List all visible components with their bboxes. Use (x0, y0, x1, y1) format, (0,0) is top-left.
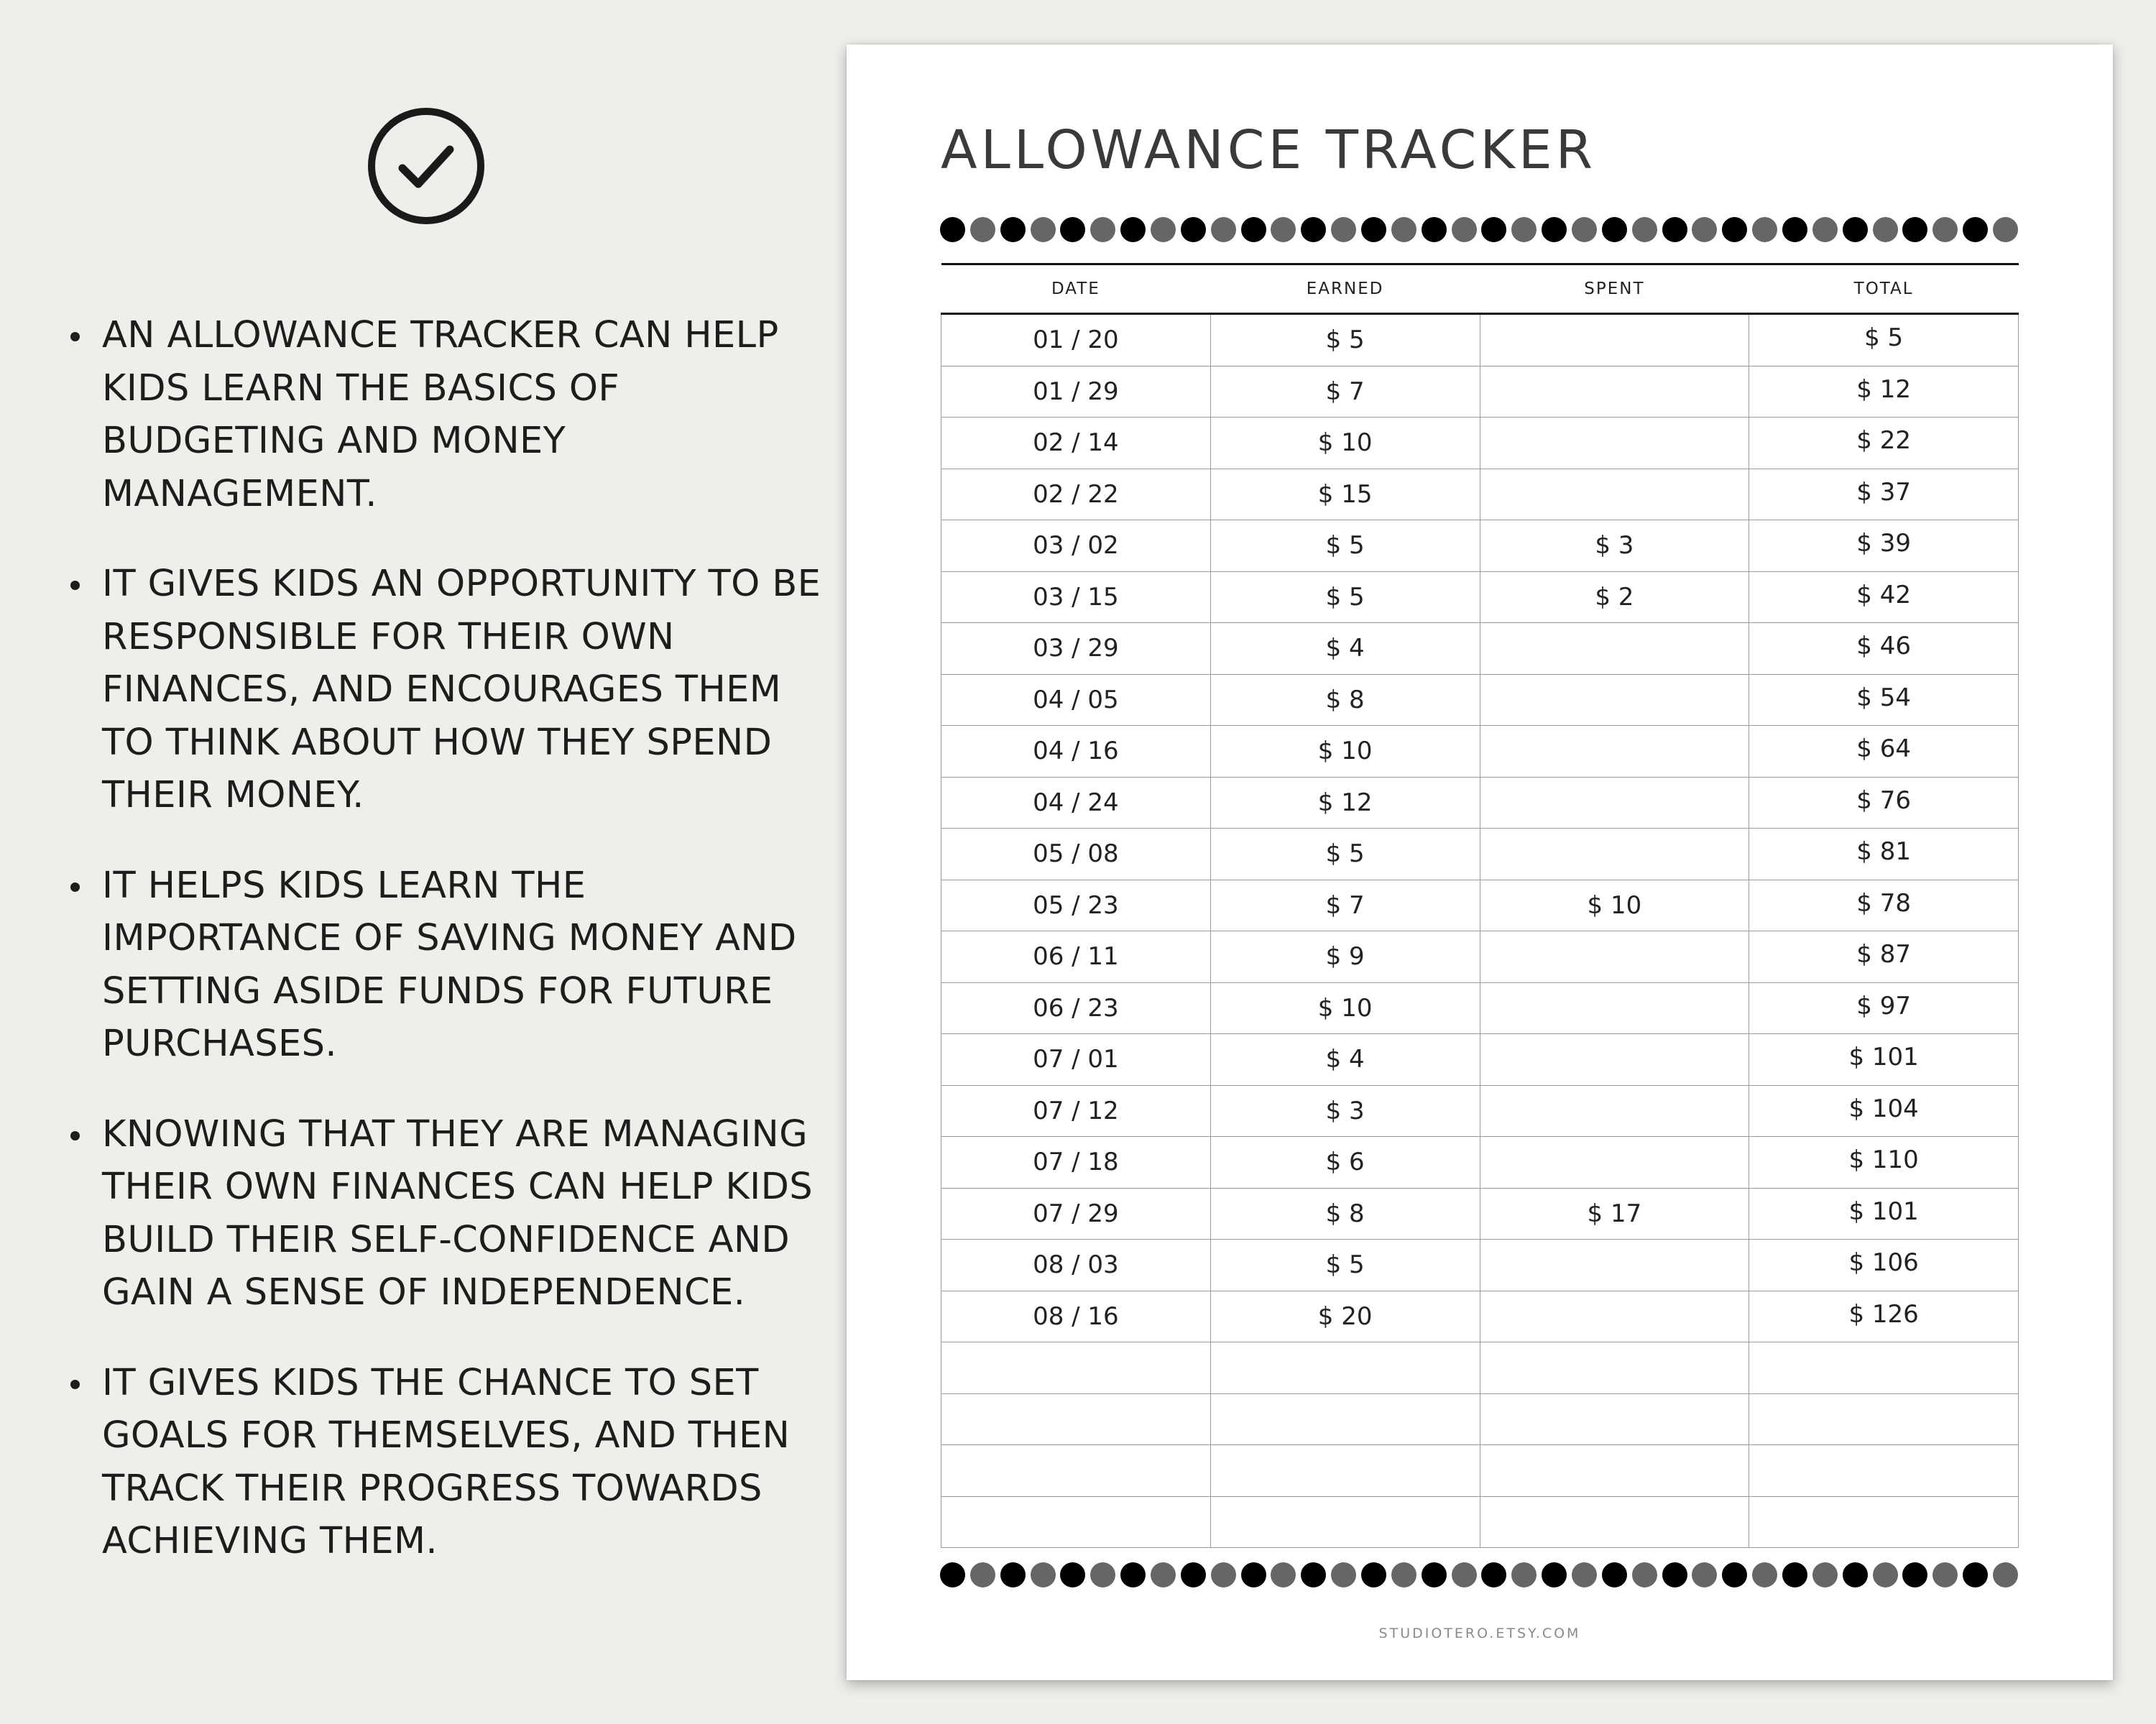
cell-date: 08 / 16 (941, 1291, 1211, 1342)
dot (1031, 1562, 1056, 1587)
dot (1151, 217, 1176, 242)
cell-date: 07 / 18 (941, 1137, 1211, 1189)
dot (1843, 1562, 1868, 1587)
column-header-spent: SPENT (1480, 264, 1749, 314)
table-row (941, 418, 2019, 469)
column-header-earned: EARNED (1210, 264, 1480, 314)
cell-earned: $ 8 (1210, 1188, 1480, 1240)
table-header-row (941, 264, 2019, 314)
table-row (941, 623, 2019, 675)
cell-earned: $ 8 (1210, 674, 1480, 726)
cell-earned: $ 5 (1210, 1240, 1480, 1291)
dot (1602, 1562, 1627, 1587)
table-row (941, 1240, 2019, 1291)
cell-date: 01 / 20 (941, 314, 1211, 367)
cell-spent (1480, 1342, 1749, 1394)
cell-total: $ 126 (1749, 1291, 2019, 1342)
dot (1422, 1562, 1447, 1587)
table-row (941, 1291, 2019, 1342)
table-row (941, 931, 2019, 983)
cell-spent (1480, 366, 1749, 418)
cell-earned: $ 7 (1210, 366, 1480, 418)
dot (1241, 1562, 1266, 1587)
cell-date (941, 1342, 1211, 1394)
dot (1812, 1562, 1838, 1587)
cell-date (941, 1393, 1211, 1445)
dot (1632, 217, 1657, 242)
checkmark-circle-icon (367, 106, 486, 226)
cell-date: 03 / 15 (941, 571, 1211, 623)
cell-total: $ 46 (1749, 623, 2019, 675)
cell-earned: $ 12 (1210, 777, 1480, 829)
cell-spent (1480, 1496, 1749, 1548)
cell-date: 08 / 03 (941, 1240, 1211, 1291)
cell-spent (1480, 469, 1749, 520)
dot (1391, 1562, 1416, 1587)
dot (1843, 217, 1868, 242)
dot (1481, 217, 1506, 242)
cell-total: $ 106 (1749, 1240, 2019, 1291)
tracker-table (941, 263, 2019, 1548)
dot (1452, 1562, 1477, 1587)
table-row (941, 982, 2019, 1034)
dot (1120, 1562, 1146, 1587)
cell-total (1749, 1445, 2019, 1497)
cell-spent (1480, 726, 1749, 778)
table-row (941, 571, 2019, 623)
cell-earned (1210, 1496, 1480, 1548)
dot (1902, 217, 1927, 242)
dot (1181, 1562, 1206, 1587)
cell-date: 04 / 05 (941, 674, 1211, 726)
column-header-date: DATE (941, 264, 1211, 314)
dot (1722, 1562, 1747, 1587)
cell-total: $ 12 (1749, 366, 2019, 418)
cell-total: $ 87 (1749, 931, 2019, 983)
cell-spent (1480, 829, 1749, 880)
cell-spent: $ 10 (1480, 880, 1749, 931)
dot (1060, 1562, 1085, 1587)
footer-credit: STUDIOTERO.ETSY.COM (1378, 1626, 1581, 1641)
cell-total: $ 97 (1749, 982, 2019, 1034)
cell-date (941, 1445, 1211, 1497)
cell-spent (1480, 314, 1749, 367)
dot (1181, 217, 1206, 242)
table-row (941, 1085, 2019, 1137)
cell-spent (1480, 1445, 1749, 1497)
cell-date: 02 / 14 (941, 418, 1211, 469)
cell-total: $ 39 (1749, 520, 2019, 572)
cell-earned (1210, 1393, 1480, 1445)
dot (1752, 217, 1777, 242)
cell-date: 07 / 01 (941, 1034, 1211, 1086)
cell-earned: $ 5 (1210, 520, 1480, 572)
cell-spent (1480, 623, 1749, 675)
cell-total: $ 22 (1749, 418, 2019, 469)
cell-earned: $ 7 (1210, 880, 1480, 931)
dot (1331, 1562, 1356, 1587)
cell-total: $ 101 (1749, 1188, 2019, 1240)
dot (940, 217, 965, 242)
dot (1602, 217, 1627, 242)
benefits-list (65, 309, 826, 1605)
dot (1572, 217, 1597, 242)
dot (1000, 1562, 1026, 1587)
dot (1572, 1562, 1597, 1587)
table-row (941, 726, 2019, 778)
dot (1812, 217, 1838, 242)
dot (1632, 1562, 1657, 1587)
cell-date: 05 / 23 (941, 880, 1211, 931)
cell-spent: $ 17 (1480, 1188, 1749, 1240)
cell-spent (1480, 1137, 1749, 1189)
dot (1090, 1562, 1115, 1587)
dot (1452, 217, 1477, 242)
cell-earned (1210, 1342, 1480, 1394)
dot (940, 1562, 965, 1587)
cell-total: $ 104 (1749, 1085, 2019, 1137)
cell-earned: $ 9 (1210, 931, 1480, 983)
dot (1692, 217, 1717, 242)
dot (1241, 217, 1266, 242)
allowance-tracker-sheet (847, 45, 2113, 1680)
dot (1271, 217, 1296, 242)
dot (1782, 217, 1807, 242)
cell-earned: $ 4 (1210, 1034, 1480, 1086)
dot (1120, 217, 1146, 242)
table-row (941, 880, 2019, 931)
benefit-item-3: IT HELPS KIDS LEARN THE IMPORTANCE OF SAVING MONEY AND SETTING ASIDE FUNDS FOR FUTURE PURCHASES. (65, 859, 826, 1071)
dot (1722, 217, 1747, 242)
cell-spent: $ 3 (1480, 520, 1749, 572)
dot (1662, 1562, 1687, 1587)
cell-date: 04 / 16 (941, 726, 1211, 778)
cell-earned: $ 5 (1210, 571, 1480, 623)
dot (1993, 217, 2018, 242)
dot (1331, 217, 1356, 242)
cell-spent (1480, 777, 1749, 829)
cell-total: $ 5 (1749, 314, 2019, 367)
cell-earned: $ 10 (1210, 418, 1480, 469)
dot (1511, 217, 1537, 242)
cell-date: 07 / 12 (941, 1085, 1211, 1137)
column-header-total: TOTAL (1749, 264, 2019, 314)
cell-total: $ 64 (1749, 726, 2019, 778)
dot-border-bottom (940, 1562, 2018, 1588)
table-row (941, 829, 2019, 880)
table-row (941, 469, 2019, 520)
cell-earned: $ 15 (1210, 469, 1480, 520)
table-row (941, 1034, 2019, 1086)
table-row (941, 1445, 2019, 1497)
dot-border-top (940, 217, 2018, 243)
cell-date: 06 / 11 (941, 931, 1211, 983)
cell-spent (1480, 1393, 1749, 1445)
dot (1932, 1562, 1958, 1587)
dot (1151, 1562, 1176, 1587)
dot (1301, 217, 1326, 242)
dot (1481, 1562, 1506, 1587)
cell-total: $ 76 (1749, 777, 2019, 829)
cell-spent: $ 2 (1480, 571, 1749, 623)
sheet-title: ALLOWANCE TRACKER (941, 119, 1597, 181)
cell-date: 07 / 29 (941, 1188, 1211, 1240)
table-row (941, 674, 2019, 726)
cell-earned: $ 4 (1210, 623, 1480, 675)
table-row (941, 1137, 2019, 1189)
dot (1963, 217, 1988, 242)
dot (1000, 217, 1026, 242)
dot (1993, 1562, 2018, 1587)
cell-earned: $ 20 (1210, 1291, 1480, 1342)
cell-total: $ 78 (1749, 880, 2019, 931)
cell-date: 02 / 22 (941, 469, 1211, 520)
dot (1902, 1562, 1927, 1587)
dot (1211, 1562, 1236, 1587)
cell-total: $ 54 (1749, 674, 2019, 726)
dot (1391, 217, 1416, 242)
cell-earned: $ 5 (1210, 314, 1480, 367)
cell-total: $ 101 (1749, 1034, 2019, 1086)
table-body (941, 314, 2019, 1548)
dot (1271, 1562, 1296, 1587)
benefit-item-4: KNOWING THAT THEY ARE MANAGING THEIR OWN FINANCES CAN HELP KIDS BUILD THEIR SELF-CONFIDENCE AND GAIN A SENSE OF INDEPENDENCE. (65, 1108, 826, 1319)
dot (1873, 1562, 1898, 1587)
benefit-item-5: IT GIVES KIDS THE CHANCE TO SET GOALS FOR THEMSELVES, AND THEN TRACK THEIR PROGRESS TOWARDS ACHIEVING THEM. (65, 1357, 826, 1568)
table-row (941, 366, 2019, 418)
cell-spent (1480, 1291, 1749, 1342)
cell-spent (1480, 674, 1749, 726)
dot (1782, 1562, 1807, 1587)
dot (1361, 217, 1386, 242)
dot (970, 1562, 995, 1587)
cell-total: $ 37 (1749, 469, 2019, 520)
dot (1542, 1562, 1567, 1587)
benefit-item-1: AN ALLOWANCE TRACKER CAN HELP KIDS LEARN THE BASICS OF BUDGETING AND MONEY MANAGEMENT. (65, 309, 826, 520)
dot (1932, 217, 1958, 242)
cell-date: 01 / 29 (941, 366, 1211, 418)
dot (1060, 217, 1085, 242)
dot (1963, 1562, 1988, 1587)
cell-spent (1480, 1034, 1749, 1086)
dot (970, 217, 995, 242)
cell-spent (1480, 418, 1749, 469)
cell-total (1749, 1342, 2019, 1394)
table-row (941, 1188, 2019, 1240)
cell-date: 03 / 29 (941, 623, 1211, 675)
cell-date (941, 1496, 1211, 1548)
table-row (941, 777, 2019, 829)
cell-earned (1210, 1445, 1480, 1497)
dot (1542, 217, 1567, 242)
cell-spent (1480, 931, 1749, 983)
cell-spent (1480, 1240, 1749, 1291)
cell-spent (1480, 982, 1749, 1034)
cell-earned: $ 10 (1210, 982, 1480, 1034)
dot (1031, 217, 1056, 242)
dot (1752, 1562, 1777, 1587)
cell-date: 04 / 24 (941, 777, 1211, 829)
dot (1511, 1562, 1537, 1587)
cell-total: $ 81 (1749, 829, 2019, 880)
cell-total (1749, 1496, 2019, 1548)
table-row (941, 1342, 2019, 1394)
table-row (941, 520, 2019, 572)
cell-earned: $ 5 (1210, 829, 1480, 880)
dot (1211, 217, 1236, 242)
cell-earned: $ 3 (1210, 1085, 1480, 1137)
dot (1692, 1562, 1717, 1587)
dot (1301, 1562, 1326, 1587)
benefit-item-2: IT GIVES KIDS AN OPPORTUNITY TO BE RESPONSIBLE FOR THEIR OWN FINANCES, AND ENCOURAGES THEM TO THINK ABOUT HOW THEY SPEND THEIR MONEY. (65, 558, 826, 822)
cell-date: 05 / 08 (941, 829, 1211, 880)
cell-spent (1480, 1085, 1749, 1137)
dot (1361, 1562, 1386, 1587)
dot (1422, 217, 1447, 242)
dot (1090, 217, 1115, 242)
cell-earned: $ 6 (1210, 1137, 1480, 1189)
cell-date: 03 / 02 (941, 520, 1211, 572)
cell-total: $ 110 (1749, 1137, 2019, 1189)
cell-date: 06 / 23 (941, 982, 1211, 1034)
table-row (941, 1496, 2019, 1548)
table-row (941, 314, 2019, 367)
cell-earned: $ 10 (1210, 726, 1480, 778)
table-row (941, 1393, 2019, 1445)
cell-total (1749, 1393, 2019, 1445)
dot (1873, 217, 1898, 242)
cell-total: $ 42 (1749, 571, 2019, 623)
dot (1662, 217, 1687, 242)
